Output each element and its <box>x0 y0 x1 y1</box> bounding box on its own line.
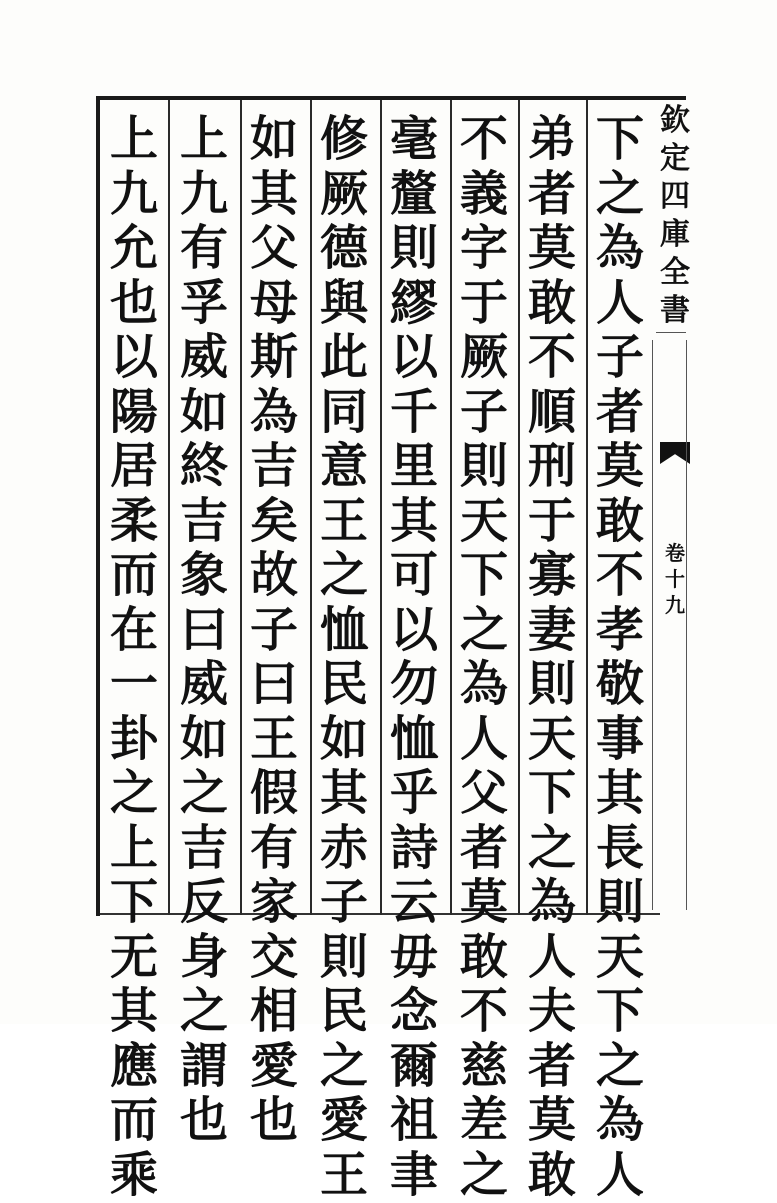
glyph: 云 <box>389 874 438 930</box>
glyph: 在 <box>109 601 158 658</box>
glyph: 寡 <box>527 547 576 603</box>
book-title <box>656 102 694 330</box>
glyph: 意 <box>319 438 368 494</box>
glyph: 則 <box>389 220 438 276</box>
glyph: 王 <box>319 1146 368 1203</box>
glyph: 上 <box>109 819 158 876</box>
glyph: 一 <box>109 656 158 712</box>
glyph: 下 <box>109 874 158 930</box>
glyph: 此 <box>319 329 368 385</box>
glyph: 其 <box>319 765 368 821</box>
glyph: 陽 <box>109 383 158 440</box>
glyph: 之 <box>527 819 576 876</box>
glyph: 不 <box>527 329 576 385</box>
glyph: 民 <box>319 656 368 712</box>
glyph: 卦 <box>109 710 158 767</box>
glyph: 子 <box>249 601 298 658</box>
glyph: 之 <box>179 765 228 821</box>
glyph: 如 <box>179 383 228 440</box>
glyph: 為 <box>249 383 298 440</box>
banner-title-char: 定 <box>660 141 690 176</box>
glyph: 王 <box>249 710 298 767</box>
page-banner <box>656 100 694 910</box>
glyph: 里 <box>389 438 438 494</box>
glyph: 念 <box>389 983 438 1039</box>
glyph: 民 <box>319 983 368 1039</box>
glyph: 毋 <box>389 928 438 985</box>
glyph: 莫 <box>595 438 644 494</box>
glyph: 同 <box>319 383 368 440</box>
glyph: 勿 <box>389 656 438 712</box>
glyph: 夫 <box>527 983 576 1039</box>
glyph: 刑 <box>527 438 576 494</box>
glyph: 愛 <box>249 1037 298 1094</box>
glyph: 王 <box>319 492 368 549</box>
glyph: 矣 <box>249 492 298 549</box>
glyph: 順 <box>527 383 576 440</box>
glyph: 故 <box>249 547 298 603</box>
glyph: 柔 <box>109 492 158 549</box>
banner-title-char: 庫 <box>660 217 690 252</box>
glyph: 天 <box>527 710 576 767</box>
glyph: 不 <box>459 983 508 1039</box>
glyph: 為 <box>459 656 508 712</box>
glyph: 之 <box>319 547 368 603</box>
banner-title-char: 欽 <box>660 103 690 138</box>
glyph: 德 <box>319 220 368 276</box>
glyph: 之 <box>595 1037 644 1094</box>
glyph: 恤 <box>319 601 368 658</box>
glyph: 孝 <box>595 601 644 658</box>
glyph: 敢 <box>527 1146 576 1203</box>
glyph: 父 <box>459 765 508 821</box>
glyph: 其 <box>389 492 438 549</box>
glyph: 謂 <box>179 1037 228 1094</box>
glyph: 為 <box>595 220 644 276</box>
glyph: 之 <box>179 983 228 1039</box>
glyph: 慈 <box>459 1037 508 1094</box>
banner-rule-right <box>686 340 687 910</box>
glyph: 也 <box>179 1092 228 1148</box>
glyph: 天 <box>595 928 644 985</box>
glyph: 有 <box>179 220 228 276</box>
glyph: 應 <box>109 1037 158 1094</box>
glyph: 赤 <box>319 819 368 876</box>
glyph: 不 <box>459 111 508 167</box>
glyph: 子 <box>595 329 644 385</box>
glyph: 如 <box>319 710 368 767</box>
glyph: 母 <box>249 274 298 331</box>
glyph: 長 <box>595 819 644 876</box>
glyph: 孚 <box>179 274 228 331</box>
glyph: 相 <box>249 983 298 1039</box>
glyph: 之 <box>459 601 508 658</box>
glyph: 人 <box>595 1146 644 1203</box>
glyph: 子 <box>459 383 508 440</box>
glyph: 為 <box>595 1092 644 1148</box>
glyph: 者 <box>527 1037 576 1094</box>
glyph: 毫 <box>389 111 438 167</box>
glyph: 上 <box>109 111 158 167</box>
text-column <box>242 112 306 1148</box>
glyph: 義 <box>459 165 508 222</box>
glyph: 終 <box>179 438 228 494</box>
glyph: 吉 <box>179 492 228 549</box>
text-column <box>102 112 166 1202</box>
glyph: 九 <box>109 165 158 222</box>
volume-char: 十 <box>665 567 685 591</box>
glyph: 之 <box>319 1037 368 1094</box>
glyph: 莫 <box>527 1092 576 1148</box>
glyph: 爾 <box>389 1037 438 1094</box>
glyph: 下 <box>595 983 644 1039</box>
glyph: 乎 <box>389 765 438 821</box>
glyph: 交 <box>249 928 298 985</box>
glyph: 上 <box>179 111 228 167</box>
glyph: 其 <box>595 765 644 821</box>
glyph: 修 <box>319 111 368 167</box>
glyph: 恤 <box>389 710 438 767</box>
glyph: 子 <box>319 874 368 930</box>
glyph: 象 <box>179 547 228 603</box>
glyph: 千 <box>389 383 438 440</box>
volume-char: 九 <box>665 593 685 617</box>
glyph: 事 <box>595 710 644 767</box>
glyph: 居 <box>109 438 158 494</box>
glyph: 以 <box>389 601 438 658</box>
glyph: 威 <box>179 656 228 712</box>
glyph: 敢 <box>595 492 644 549</box>
glyph: 之 <box>595 165 644 222</box>
banner-title-char: 四 <box>660 179 690 214</box>
glyph: 弟 <box>527 111 576 167</box>
glyph: 以 <box>109 329 158 385</box>
glyph: 假 <box>249 765 298 821</box>
glyph: 斯 <box>249 329 298 385</box>
glyph: 者 <box>527 165 576 222</box>
glyph: 愛 <box>319 1092 368 1148</box>
glyph: 則 <box>595 874 644 930</box>
glyph: 莫 <box>459 874 508 930</box>
glyph: 乘 <box>109 1146 158 1203</box>
banner-title-char: 全 <box>660 255 690 290</box>
glyph: 而 <box>109 1092 158 1148</box>
glyph: 字 <box>459 220 508 276</box>
glyph: 而 <box>109 547 158 603</box>
text-column <box>588 112 652 1202</box>
glyph: 如 <box>249 111 298 167</box>
glyph: 敬 <box>595 656 644 712</box>
column-rule <box>168 100 170 915</box>
text-column <box>312 112 376 1202</box>
glyph: 者 <box>459 819 508 876</box>
glyph: 人 <box>527 928 576 985</box>
glyph: 吉 <box>249 438 298 494</box>
banner-separator <box>656 332 686 333</box>
banner-title-char: 書 <box>660 293 690 328</box>
glyph: 人 <box>595 274 644 331</box>
glyph: 厥 <box>319 165 368 222</box>
glyph: 吉 <box>179 819 228 876</box>
glyph: 其 <box>109 983 158 1039</box>
glyph: 為 <box>527 874 576 930</box>
glyph: 于 <box>527 492 576 549</box>
glyph: 則 <box>319 928 368 985</box>
glyph: 九 <box>179 165 228 222</box>
glyph: 莫 <box>527 220 576 276</box>
glyph: 之 <box>109 765 158 821</box>
glyph: 也 <box>109 274 158 331</box>
glyph: 詩 <box>389 819 438 876</box>
glyph: 也 <box>249 1092 298 1148</box>
glyph: 可 <box>389 547 438 603</box>
banner-rule-left <box>652 340 653 910</box>
glyph: 則 <box>459 438 508 494</box>
glyph: 敢 <box>459 928 508 985</box>
glyph: 天 <box>459 492 508 549</box>
glyph: 人 <box>459 710 508 767</box>
glyph: 下 <box>595 111 644 167</box>
glyph: 與 <box>319 274 368 331</box>
glyph: 厥 <box>459 329 508 385</box>
glyph: 祖 <box>389 1092 438 1148</box>
text-column <box>382 112 446 1202</box>
glyph: 威 <box>179 329 228 385</box>
glyph: 聿 <box>389 1146 438 1203</box>
glyph: 釐 <box>389 165 438 222</box>
volume-char: 卷 <box>665 541 685 565</box>
glyph: 父 <box>249 220 298 276</box>
glyph: 曰 <box>249 656 298 712</box>
glyph: 則 <box>527 656 576 712</box>
glyph: 者 <box>595 383 644 440</box>
glyph: 妻 <box>527 601 576 658</box>
text-column <box>172 112 236 1148</box>
glyph: 下 <box>527 765 576 821</box>
glyph: 有 <box>249 819 298 876</box>
glyph: 如 <box>179 710 228 767</box>
glyph: 允 <box>109 220 158 276</box>
glyph: 繆 <box>389 274 438 331</box>
glyph: 之 <box>459 1146 508 1203</box>
glyph: 曰 <box>179 601 228 658</box>
glyph: 差 <box>459 1092 508 1148</box>
glyph: 家 <box>249 874 298 930</box>
glyph: 下 <box>459 547 508 603</box>
text-column <box>520 112 584 1202</box>
text-column <box>452 112 516 1202</box>
glyph: 以 <box>389 329 438 385</box>
glyph: 不 <box>595 547 644 603</box>
glyph: 反 <box>179 874 228 930</box>
glyph: 其 <box>249 165 298 222</box>
glyph: 于 <box>459 274 508 331</box>
glyph: 敢 <box>527 274 576 331</box>
glyph: 身 <box>179 928 228 985</box>
glyph: 无 <box>109 928 158 985</box>
